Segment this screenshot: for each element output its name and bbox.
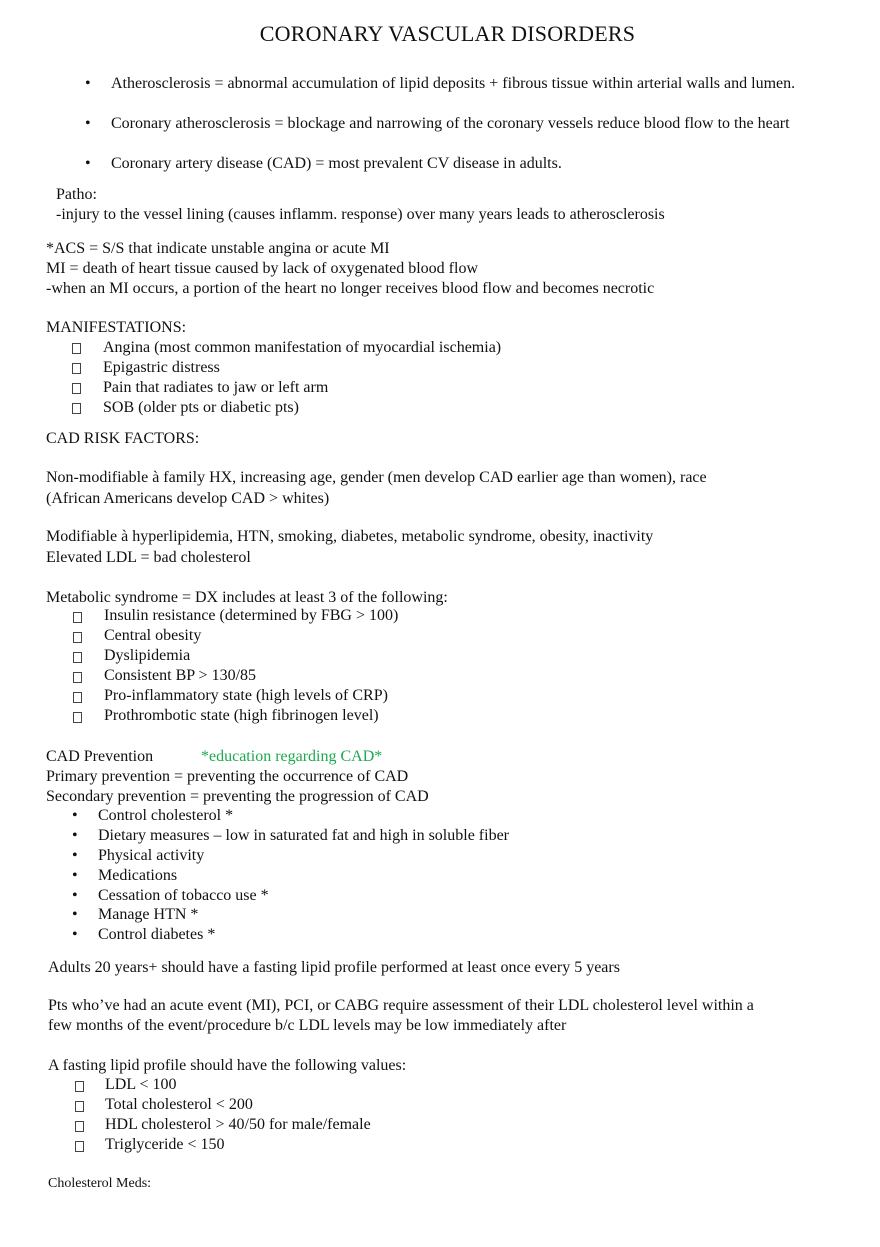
checkbox-icon xyxy=(73,692,82,703)
cholesterol-meds-heading: Cholesterol Meds: xyxy=(48,1176,152,1191)
bullet: • xyxy=(72,827,78,844)
checkbox-icon xyxy=(73,612,82,623)
page-title: CORONARY VASCULAR DISORDERS xyxy=(259,21,636,46)
intro-item: Atherosclerosis = abnormal accumulation of lipid deposits + fibrous tissue within arterial walls and lumen. xyxy=(111,75,796,92)
lipid-item: Triglyceride < 150 xyxy=(105,1136,225,1153)
bullet: • xyxy=(72,807,78,824)
prevention-item: Control cholesterol * xyxy=(98,807,234,824)
metabolic-item: Prothrombotic state (high fibrinogen level) xyxy=(104,707,379,724)
bullet: • xyxy=(72,906,78,923)
lipid-item: HDL cholesterol > 40/50 for male/female xyxy=(105,1116,371,1133)
checkbox-icon xyxy=(73,672,82,683)
checkbox-icon xyxy=(73,632,82,643)
primary-prevention: Primary prevention = preventing the occurrence of CAD xyxy=(46,768,409,785)
patho-label: Patho: xyxy=(56,186,97,203)
patho-text: -injury to the vessel lining (causes inflamm. response) over many years leads to atherosclerosis xyxy=(56,206,665,223)
metabolic-heading: Metabolic syndrome = DX includes at least 3 of the following: xyxy=(46,589,448,606)
checkbox-icon xyxy=(75,1101,84,1112)
checkbox-icon xyxy=(72,383,81,394)
metabolic-item: Pro-inflammatory state (high levels of CRP) xyxy=(104,687,388,704)
bullet: • xyxy=(72,847,78,864)
metabolic-item: Dyslipidemia xyxy=(104,647,191,664)
checkbox-icon xyxy=(72,403,81,414)
lipid-item: LDL < 100 xyxy=(105,1076,177,1093)
checkbox-icon xyxy=(75,1121,84,1132)
mi-line: MI = death of heart tissue caused by lack of oxygenated blood flow xyxy=(46,260,479,277)
prevention-item: Cessation of tobacco use * xyxy=(98,887,269,904)
bullet: • xyxy=(72,867,78,884)
metabolic-item: Central obesity xyxy=(104,627,202,644)
lipid-heading: A fasting lipid profile should have the following values: xyxy=(48,1057,407,1074)
prevention-item: Dietary measures – low in saturated fat and high in soluble fiber xyxy=(98,827,509,844)
bullet: • xyxy=(85,155,91,172)
manifestations-heading: MANIFESTATIONS: xyxy=(46,319,187,336)
manifestation-item: Angina (most common manifestation of myocardial ischemia) xyxy=(103,339,502,356)
nonmodifiable-line: Non-modifiable à family HX, increasing age, gender (men develop CAD earlier age than women), race xyxy=(46,469,707,486)
checkbox-icon xyxy=(75,1081,84,1092)
adults-screening: Adults 20 years+ should have a fasting lipid profile performed at least once every 5 years xyxy=(48,959,620,976)
risk-heading: CAD RISK FACTORS: xyxy=(46,430,200,447)
pts-acute-event-line: Pts who’ve had an acute event (MI), PCI, or CABG require assessment of their LDL cholesterol level within a xyxy=(48,997,754,1014)
checkbox-icon xyxy=(73,712,82,723)
prevention-item: Physical activity xyxy=(98,847,205,864)
bullet: • xyxy=(85,75,91,92)
prevention-heading: CAD Prevention xyxy=(46,748,154,765)
secondary-prevention: Secondary prevention = preventing the progression of CAD xyxy=(46,788,429,805)
intro-item: Coronary artery disease (CAD) = most prevalent CV disease in adults. xyxy=(111,155,562,172)
bullet: • xyxy=(72,887,78,904)
nonmodifiable-line-2: (African Americans develop CAD > whites) xyxy=(46,490,330,507)
checkbox-icon xyxy=(75,1141,84,1152)
lipid-item: Total cholesterol < 200 xyxy=(105,1096,253,1113)
checkbox-icon xyxy=(73,652,82,663)
prevention-item: Control diabetes * xyxy=(98,926,216,943)
intro-item: Coronary atherosclerosis = blockage and narrowing of the coronary vessels reduce blood flow to the heart xyxy=(111,115,790,132)
pts-acute-event-line-2: few months of the event/procedure b/c LDL levels may be low immediately after xyxy=(48,1017,567,1034)
modifiable-line: Modifiable à hyperlipidemia, HTN, smoking, diabetes, metabolic syndrome, obesity, inactivity xyxy=(46,528,654,545)
prevention-item: Manage HTN * xyxy=(98,906,199,923)
bullet: • xyxy=(85,115,91,132)
metabolic-item: Consistent BP > 130/85 xyxy=(104,667,257,684)
checkbox-icon xyxy=(72,363,81,374)
checkbox-icon xyxy=(72,343,81,354)
metabolic-item: Insulin resistance (determined by FBG > 100) xyxy=(104,607,399,624)
mi-necrotic-line: -when an MI occurs, a portion of the heart no longer receives blood flow and becomes necrotic xyxy=(46,280,655,297)
manifestation-item: Epigastric distress xyxy=(103,359,220,376)
prevention-education-note: *education regarding CAD* xyxy=(201,748,383,765)
acs-line: *ACS = S/S that indicate unstable angina or acute MI xyxy=(46,240,390,257)
manifestation-item: Pain that radiates to jaw or left arm xyxy=(103,379,329,396)
bullet: • xyxy=(72,926,78,943)
ldl-line: Elevated LDL = bad cholesterol xyxy=(46,549,251,566)
prevention-item: Medications xyxy=(98,867,178,884)
manifestation-item: SOB (older pts or diabetic pts) xyxy=(103,399,299,416)
